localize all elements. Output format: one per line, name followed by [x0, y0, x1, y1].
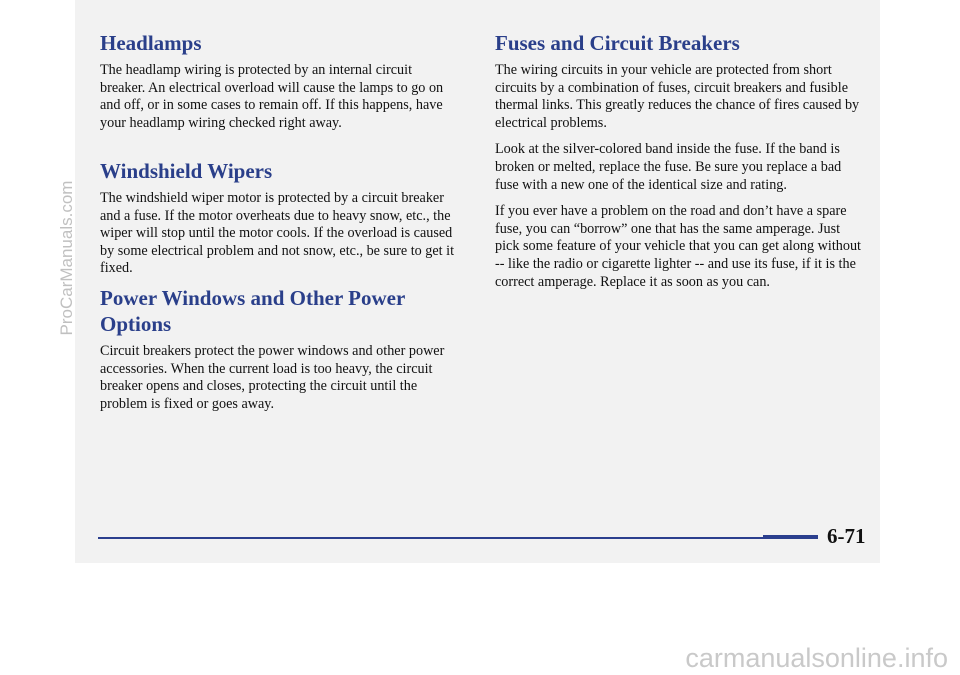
page-number: 6-71 [827, 524, 866, 548]
power-windows-section [100, 285, 460, 413]
wipers-body: The windshield wiper motor is protected by a circuit breaker and a fuse. If the motor overheats due to heavy snow, etc., the wiper will stop until the motor cools. If the overload is caused by some electrical problem and not snow, etc., be sure to get it fixed. [100, 190, 455, 277]
fuses-section [495, 30, 865, 291]
fuses-para-1: The wiring circuits in your vehicle are protected from short circuits by a combination of fuses, circuit breakers and fusible thermal links. This greatly reduces the chance of fires caused by electrical problems. [495, 62, 860, 131]
fuses-heading: Fuses and Circuit Breakers [495, 31, 740, 55]
headlamps-heading: Headlamps [100, 31, 202, 55]
footer-watermark[interactable]: carmanualsonline.info [685, 643, 948, 673]
power-windows-body: Circuit breakers protect the power windows and other power accessories. When the current load is too heavy, the circuit breaker opens and closes, protecting the circuit until the problem is fixed or goes away. [100, 343, 445, 412]
fuses-para-2: Look at the silver-colored band inside the fuse. If the band is broken or melted, replace the fuse. Be sure you replace a bad fuse with a new one of the identical size and rating. [495, 141, 842, 193]
footer-rule-accent [763, 535, 818, 539]
fuses-para-3: If you ever have a problem on the road and don’t have a spare fuse, you can “borrow” one that has the same amperage. Just pick some feature of your vehicle that you can get along without -- like the radio or cigarette lighter -- and use its fuse, if it is the correct amperage. Replace it as soon as you can. [495, 203, 862, 290]
wipers-heading: Windshield Wipers [100, 159, 273, 183]
side-watermark: ProCarManuals.com [57, 180, 76, 336]
manual-page [75, 0, 880, 563]
headlamps-body: The headlamp wiring is protected by an internal circuit breaker. An electrical overload will cause the lamps to go on and off, or in some cases to remain off. If this happens, have your headlamp wiring checked right away. [100, 62, 444, 131]
headlamps-section [100, 30, 460, 132]
power-windows-heading: Power Windows and Other Power Options [100, 286, 405, 336]
wipers-section [100, 158, 460, 278]
footer-rule [98, 537, 763, 539]
